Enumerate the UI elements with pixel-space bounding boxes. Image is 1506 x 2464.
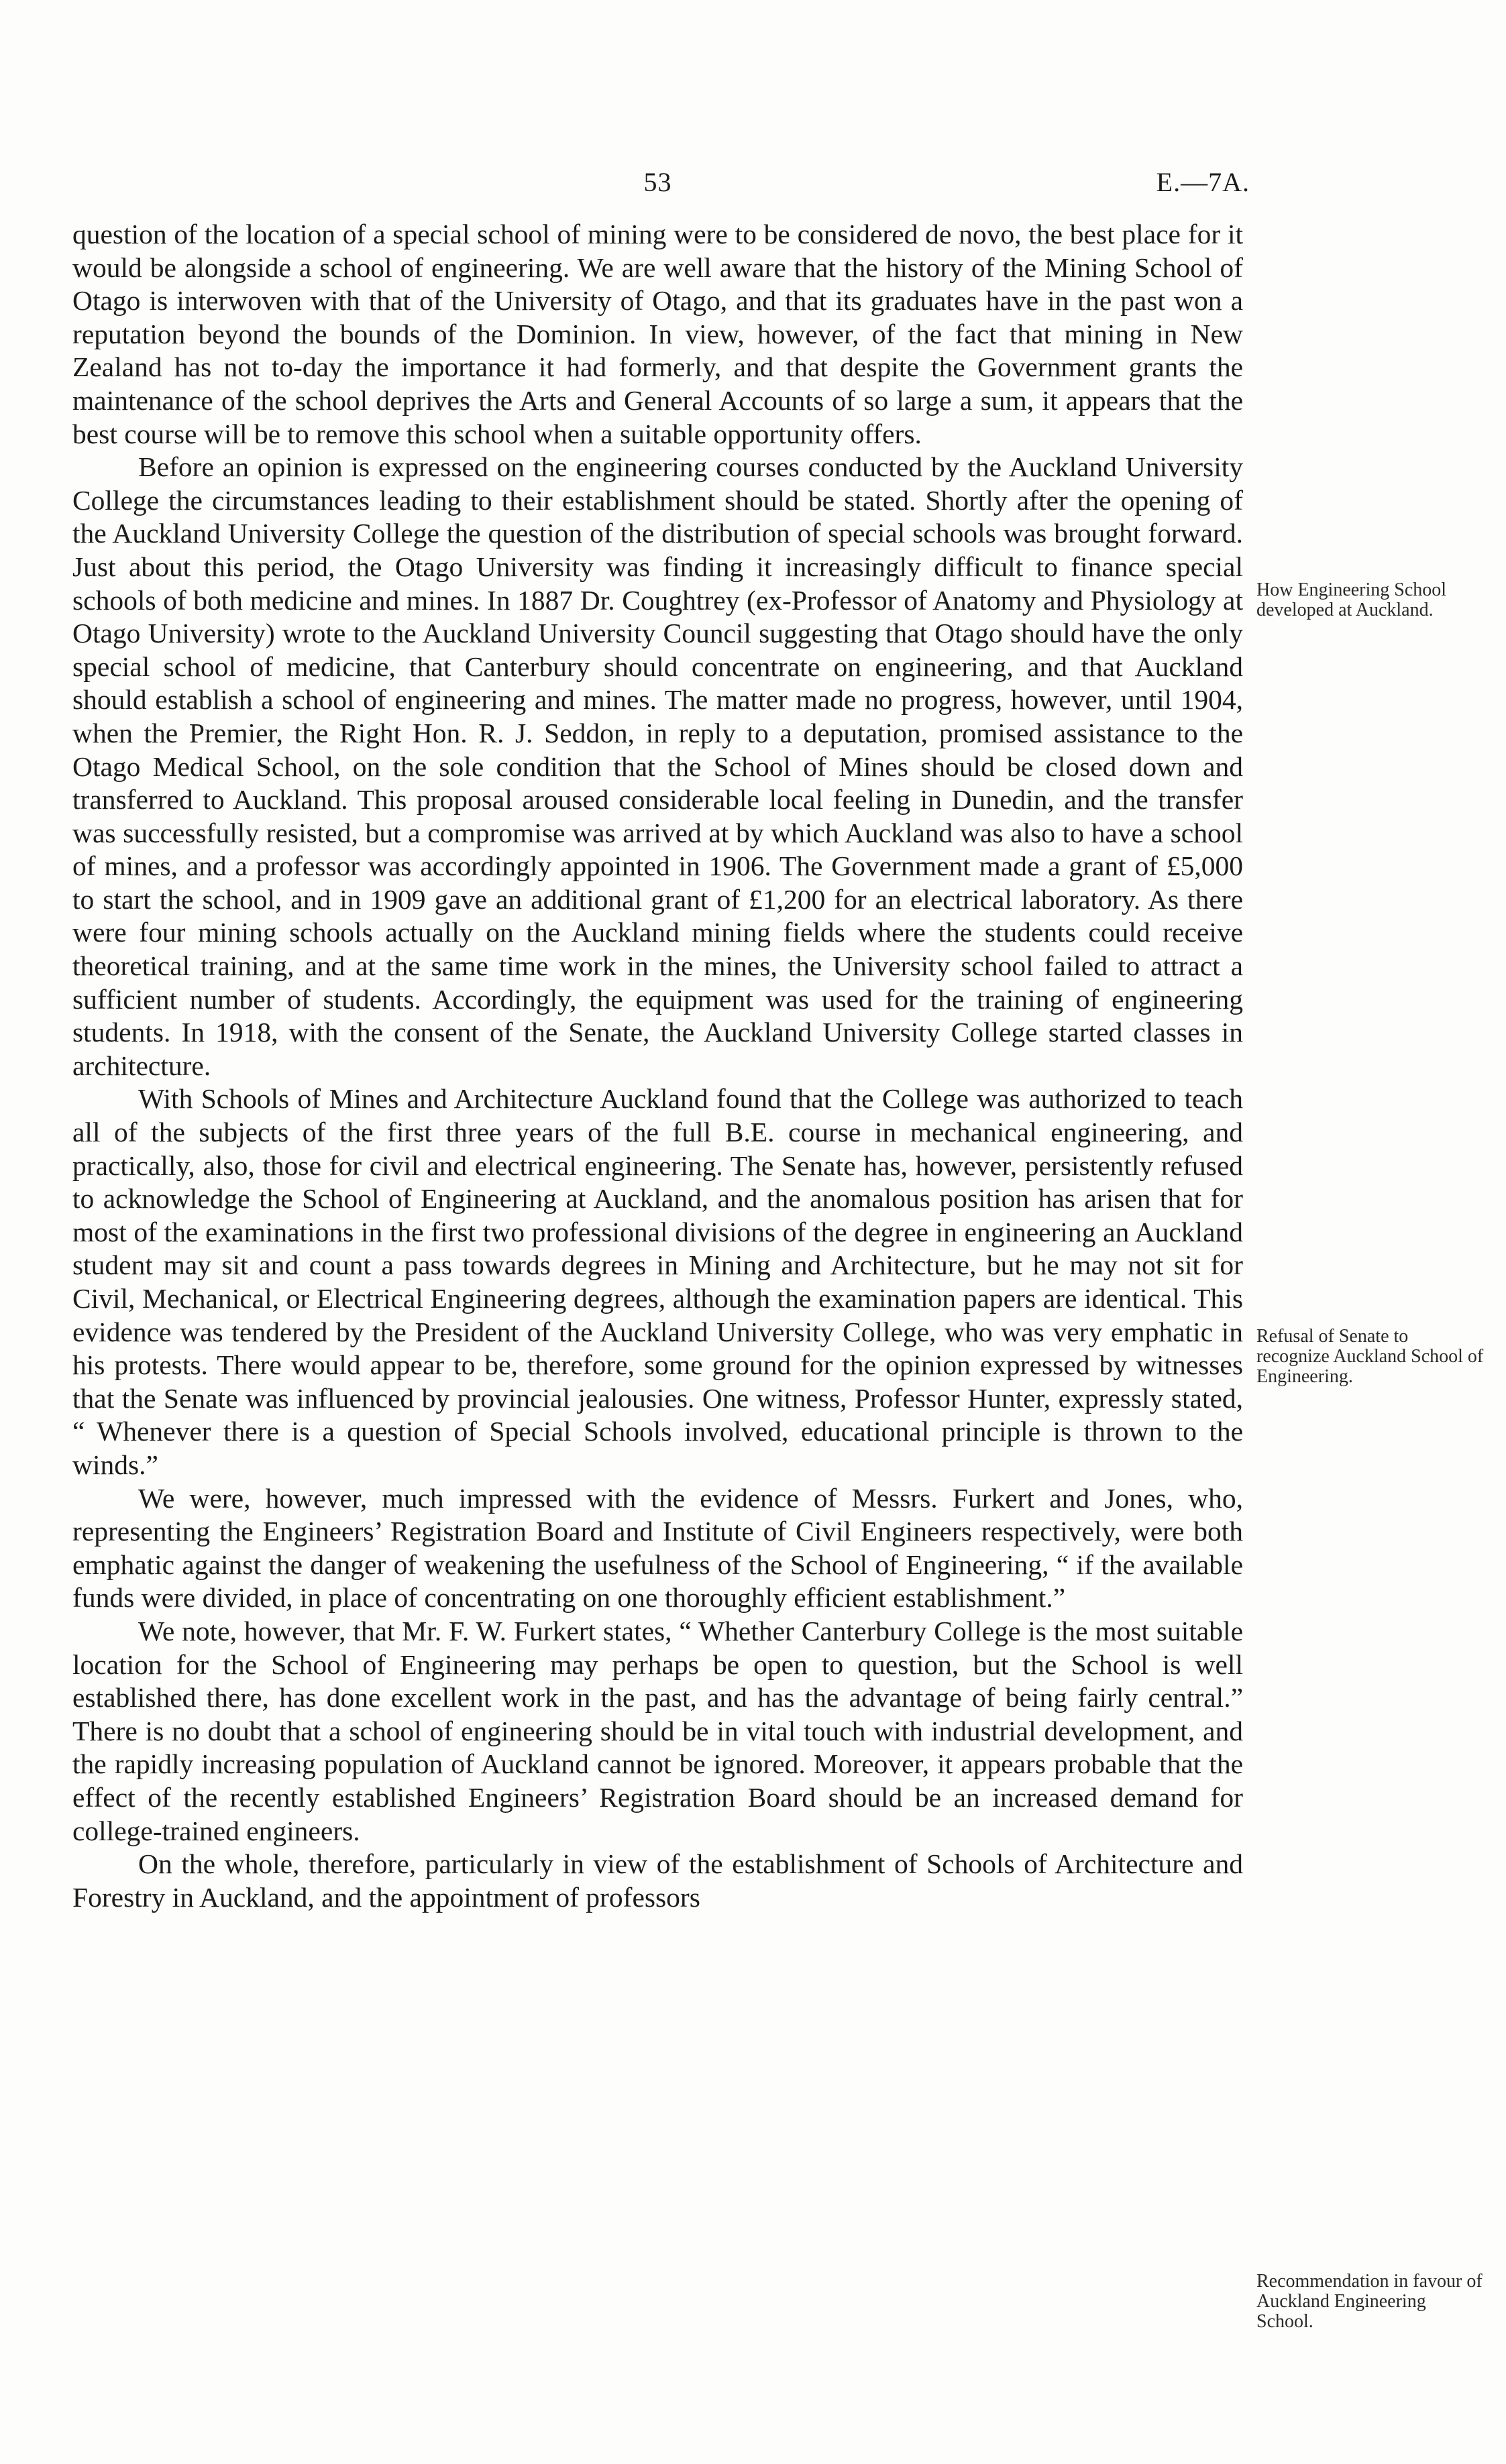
paragraph-furkert-jones: We were, however, much impressed with the evidence of Messrs. Furkert and Jones, who, representing the Engineers’ Registration Board and Institute of Civil Engineers respectively, were both emphatic against the danger of weakening the usefulness of the School of Engineering, “ if the available funds were divided, in place of concentrating on one thoroughly efficient establishment.” bbox=[72, 1482, 1243, 1614]
page-number: 53 bbox=[643, 167, 672, 197]
paragraph-auckland-history: Before an opinion is expressed on the engineering courses conducted by the Auckland University College the circumstances leading to their establishment should be stated. Shortly after the opening of the Auckland University College the question of the distribution of special schools was brought forward. Just about this period, the Otago University was finding it increasingly difficult to finance special schools of both medicine and mines. In 1887 Dr. Coughtrey (ex-Professor of Anatomy and Physiology at Otago University) wrote to the Auckland University Council suggesting that Otago should have the only special school of medicine, that Canterbury should concentrate on engineering, and that Auckland should establish a school of engineering and mines. The matter made no progress, however, until 1904, when the Premier, the Right Hon. R. J. Seddon, in reply to a deputation, promised assistance to the Otago Medical School, on the sole condition that the School of Mines should be closed down and transferred to Auckland. This proposal aroused considerable local feeling in Dunedin, and the transfer was successfully resisted, but a compromise was arrived at by which Auckland was also to have a school of mines, and a professor was accordingly appointed in 1906. The Government made a grant of £5,000 to start the school, and in 1909 gave an additional grant of £1,200 for an electrical laboratory. As there were four mining schools actually on the Auckland mining fields where the students could receive theoretical training, and at the same time work in the mines, the University school failed to attract a sufficient number of students. Accordingly, the equipment was used for the training of engineering students. In 1918, with the consent of the Senate, the Auckland University College started classes in architecture. bbox=[72, 451, 1243, 1081]
page-header bbox=[72, 166, 1250, 207]
paragraph-furkert-statement: We note, however, that Mr. F. W. Furkert states, “ Whether Canterbury College is the most suitable location for the School of Engineering may perhaps be open to question, but the School is well established there, has done excellent work in the past, and has the advantage of being fairly central.” There is no doubt that a school of engineering should be in vital touch with industrial development, and the rapidly increasing population of Auckland cannot be ignored. Moreover, it appears probable that the effect of the recently established Engineers’ Registration Board should be an increased demand for college-trained engineers. bbox=[72, 1615, 1243, 1846]
paragraph-senate-refusal: With Schools of Mines and Architecture Auckland found that the College was authorized to teach all of the subjects of the first three years of the full B.E. course in mechanical engineering, and practically, also, those for civil and electrical engineering. The Senate has, however, persistently refused to acknowledge the School of Engineering at Auckland, and the anomalous position has arisen that for most of the examinations in the first two professional divisions of the degree in engineering an Auckland student may sit and count a pass towards degrees in Mining and Architecture, but he may not sit for Civil, Mechanical, or Electrical Engineering degrees, although the examination papers are identical. This evidence was tendered by the President of the Auckland University College, who was very emphatic in his protests. There would appear to be, therefore, some ground for the opinion expressed by witnesses that the Senate was influenced by provincial jealousies. One witness, Professor Hunter, expressly stated, “ Whenever there is a question of Special Schools involved, educational principle is thrown to the winds.” bbox=[72, 1083, 1243, 1480]
paragraph-continuation: question of the location of a special school of mining were to be considered de novo, the best place for it would be alongside a school of engineering. We are well aware that the history of the Mining School of Otago is interwoven with that of the University of Otago, and that its graduates have in the past won a reputation beyond the bounds of the Dominion. In view, however, of the fact that mining in New Zealand has not to-day the importance it had formerly, and that despite the Government grants the maintenance of the school deprives the Arts and General Accounts of so large a sum, it appears that the best course will be to remove this school when a suitable opportunity offers. bbox=[72, 219, 1243, 449]
body-text bbox=[72, 218, 1243, 1914]
margin-note-engineering-development: How Engineering School developed at Auckland. bbox=[1256, 579, 1447, 620]
document-reference: E.—7A. bbox=[1156, 167, 1250, 197]
margin-note-senate-refusal: Refusal of Senate to recognize Auckland School of Engineering. bbox=[1256, 1326, 1484, 1387]
margin-note-recommendation: Recommendation in favour of Auckland Engineering School. bbox=[1256, 2271, 1483, 2332]
paragraph-recommendation: On the whole, therefore, particularly in view of the establishment of Schools of Architecture and Forestry in Auckland, and the appointment of professors bbox=[72, 1848, 1243, 1913]
